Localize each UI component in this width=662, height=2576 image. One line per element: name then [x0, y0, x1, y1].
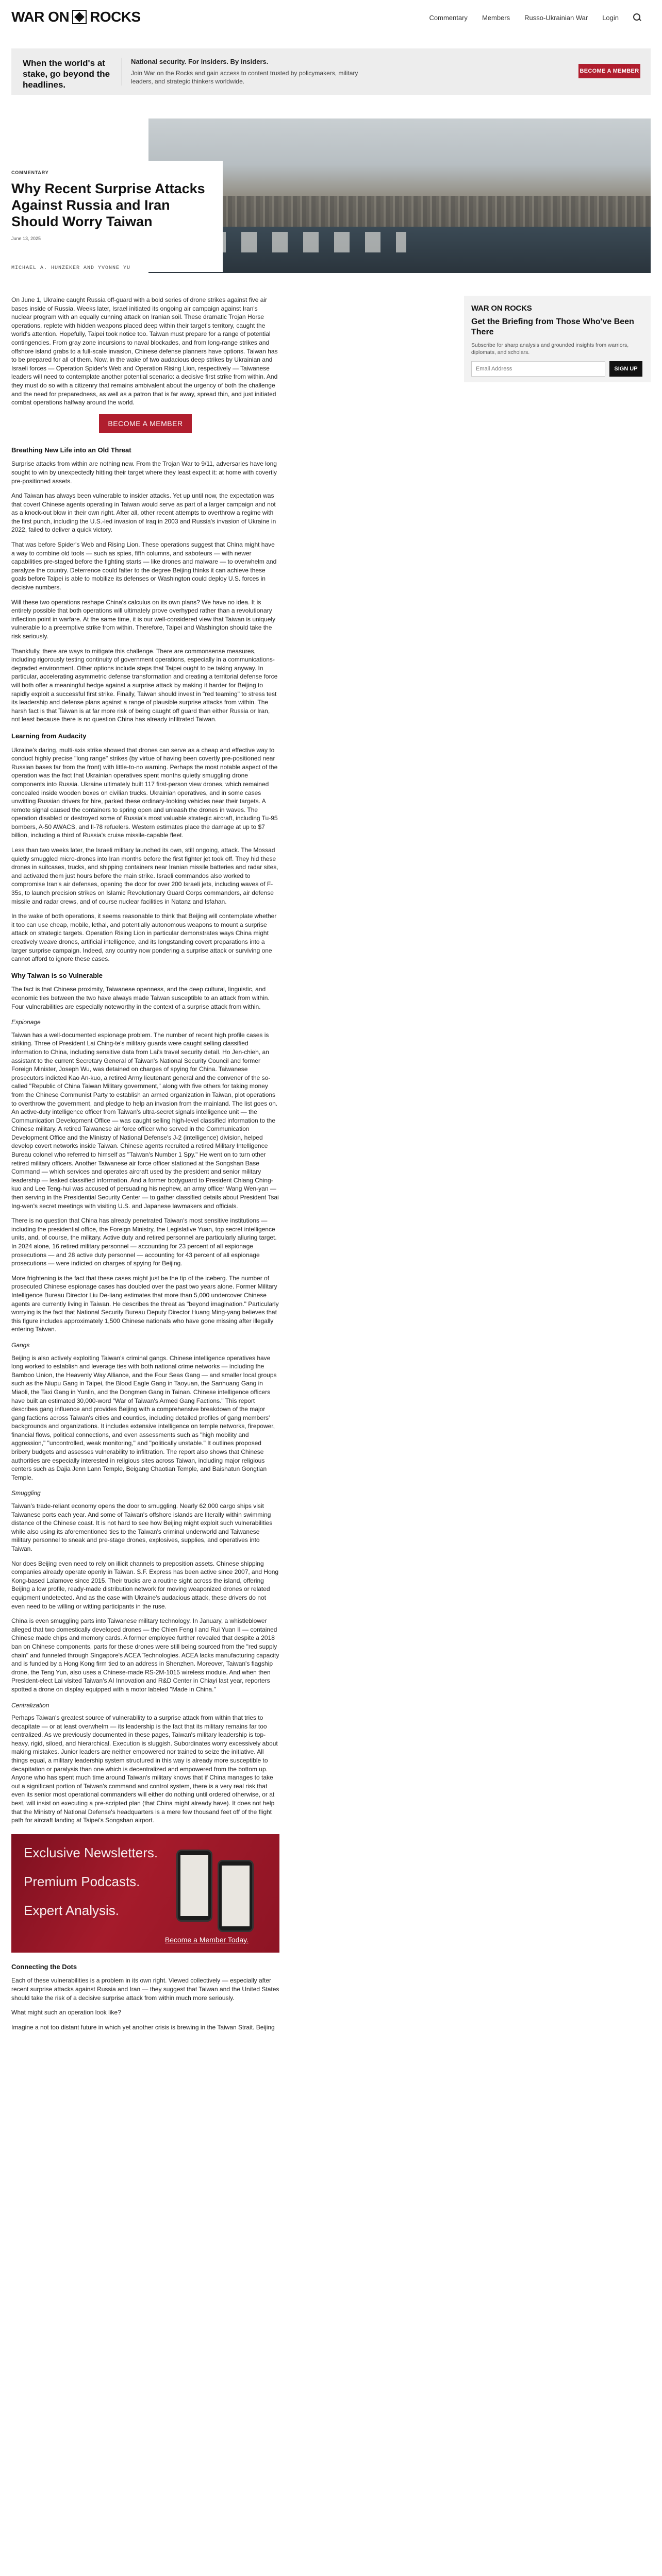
paragraph: In the wake of both operations, it seems reasonable to think that Beijing will contemplate whether it too can use cheap, mobile, lethal, and potentially autonomous weapons to mount a surprise attack on strategic targets. Operation Rising Lion in particular demonstrates ways China might creatively weave drones, artificial intelligence, and its longstanding covert preparations into a larger surprise campaign. Indeed, any country now pondering a surprise attack or surviving one cannot afford to ignore these cases. [11, 912, 277, 963]
phone-mockup-icon [176, 1850, 212, 1922]
section-heading: Learning from Audacity [11, 732, 87, 740]
ad-line-newsletters: Exclusive Newsletters. [24, 1844, 158, 1860]
member-cta [11, 414, 279, 433]
newsletter-text: Subscribe for sharp analysis and grounded insights from warriors, diplomats, and scholars. [471, 342, 629, 355]
paragraph: Taiwan's trade-reliant economy opens the door to smuggling. Nearly 62,000 cargo ships visit Taiwanese ports each year. And some of Taiwan's offshore islands are literally within swimming distance of the Chinese coast. It is not hard to see how Beijing might exploit such vulnerabilities while also using its aforementioned ties to the Taiwan's criminal underworld and Taiwanese military personnel to sneak and pre-stage drones, explosives, supplies, and operatives into Taiwan. [11, 1502, 273, 1552]
newsletter-email-input[interactable] [471, 361, 605, 377]
paragraph: Taiwan has a well-documented espionage problem. The number of recent high profile cases is striking. Three of President Lai Ching-te's military guards were caught selling classified information to China, including sensitive data from Lai's travel security detail. Ho Jen-chieh, an assistant to the current Secretary General of Taiwan's National Security Council and former Foreign Minister, Joseph Wu, was detained on charges of spying for China. Taiwanese prosecutors indicted Kao An-kuo, a retired Army lieutenant general and the convener of the so-called "Republic of China Taiwan Military government," along with five others for taking money from the Chinese Communist Party to establish an armed organization in Taiwan, plot operations to overthrow the government, and pledge to help an invasion from the mainland. The list goes on. An active-duty intelligence officer from Taiwan's ultra-secret signals intelligence unit — the Communication Development Office — was caught selling high-level classified information to the Chinese military. A retired Taiwanese air force officer who served in the Communication Development Office and the Ministry of National Defense's J-2 (intelligence) division, helped develop covert networks inside Taiwan. Chinese agents recruited a retired Military Intelligence Bureau colonel who referred to himself as "Taiwan's Number 1 Spy." He went on to turn other retired military officers. Another Taiwanese air force officer stationed at the Songshan Base Command — which services and operates aircraft used by the president and senior military leadership — leaked classified information. And a former bodyguard to President Chiang Ching-kuo and Lee Teng-hui was accused of persuading his nephew, an army officer Wang Wen-yan — then serving in the Presidential Security Center — to gather classified details about President Tsai Ing-wen's secret meetings with visiting U.S. and Japanese lawmakers and officials. [11, 1031, 279, 1210]
paragraph: Will these two operations reshape China's calculus on its own plans? We have no idea. It is entirely possible that both operations will ultimately prove overhyped rather than a revolutionary inflection point in warfare. At the same time, it is our well-considered view that Taiwan is uniquely vulnerable to a preemptive strike from within. Therefore, Taipei and Washington should take the risk seriously. [11, 598, 276, 640]
paragraph: And Taiwan has always been vulnerable to insider attacks. Yet up until now, the expectation was that covert Chinese agents operating in Taiwan would serve as part of a larger campaign and not as a knock-out blow in their own right. After all, other recent attempts to overthrow a regime with the first punch, including the U.S.-led invasion of Iraq in 2003 and Russia's invasion of Ukraine in 2022, failed to deliver a quick victory. [11, 492, 276, 534]
article-date: June 13, 2025 [11, 236, 41, 241]
subsection-heading: Smuggling [11, 1489, 41, 1497]
hero-image-cityscape [148, 196, 651, 227]
subsection-heading: Centralization [11, 1701, 49, 1709]
hero-card [11, 161, 223, 272]
paragraph: Thankfully, there are ways to mitigate this challenge. There are commonsense measures, including rigorously testing continuity of government operations, especially in a communications-degraded environment. Other options include steps that Taipei ought to be taking anyway. In particular, accelerating asymmetric defense transformation and creating a territorial defense force will both offer a meaningful hedge against a surprise attack by making it harder for Beijing to rapidly exploit a successful first strike. Finally, Taiwan should invest in "red teaming" to stress test its leadership and defense plans against a range of plausible surprise attacks from within. The harsh fact is that Taiwan is at far more risk of being caught off guard than either Russia or Iran, not least because there is no question China has already infiltrated Taiwan. [11, 647, 278, 723]
paragraph: What might such an operation look like? [11, 2009, 121, 2016]
paragraph: Ukraine's daring, multi-axis strike showed that drones can serve as a cheap and effective way to conduct highly precise "long range" strikes (by virtue of having been covertly pre-positioned near Russian bases far from the front) with little-to-no warning. Perhaps the most notable aspect of the operation was the fact that Ukrainian operatives spent months quietly smuggling drone components into Russia. Ukraine ultimately built 117 first-person view drones, which remained concealed inside wooden boxes on civilian trucks. Ukrainian operatives, and in some cases unwitting Russian drivers for hire, parked these ordinary-looking vehicles near their targets. A remote signal caused the containers to spring open and unleash the drones in waves. The operation disabled or destroyed some of Russia's most valuable strategic aircraft, including Tu-95 bombers, A-50 AWACS, and Il-78 refuelers. Western estimates place the damage at up to $7 billion, including a third of Russia's cruise missile-capable fleet. [11, 746, 278, 839]
nav-members[interactable]: Members [482, 13, 510, 22]
site-header [0, 0, 662, 32]
hero-image [148, 118, 651, 273]
phone-mockup-icon [218, 1860, 254, 1932]
paragraph: Surprise attacks from within are nothing new. From the Trojan War to 9/11, adversaries have long sought to win by unexpectedly hitting their target where they least expect it: at home with covertly pre-positioned assets. [11, 460, 277, 485]
nav-russo-ukrainian-war[interactable]: Russo-Ukrainian War [524, 13, 588, 22]
promo-title: National security. For insiders. By insiders. [131, 58, 269, 65]
logo-text-left: WAR ON [11, 9, 70, 25]
section-heading: Why Taiwan is so Vulnerable [11, 971, 103, 979]
promo-text: Join War on the Rocks and gain access to content trusted by policymakers, military leaders, and strategic thinkers worldwide. [131, 70, 358, 85]
search-icon[interactable] [633, 13, 641, 22]
paragraph: There is no question that China has already penetrated Taiwan's most sensitive institutions — including the presidential office, the Foreign Ministry, the Legislative Yuan, top secret intelligence units, and, of course, the military. Active duty and retired personnel are particularly alluring target. In 2024 alone, 16 retired military personnel — accounting for 23 percent of all espionage prosecutions — and 28 active duty personnel — accounting for 43 percent of all espionage prosecutions — were indicted on charges of spying for Beijing. [11, 1217, 277, 1267]
paragraph: China is even smuggling parts into Taiwanese military technology. In January, a whistleblower alleged that two domestically developed drones — the Chien Feng I and Rui Yuan II — contained Chinese made chips and memory cards. A former employee further revealed that despite a 2018 ban on Chinese components, parts for these drones were still being sourced from the "red supply chain" and funneled through Singapore's ACEA Technologies. ACEA lacks manufacturing capacity and is funded by a Hong Kong firm tied to an address in Shenzhen. Moreover, Taiwan's flagship drone, the Teng Yun, also uses a Chinese-made RS-2M-1015 wireless module. And when then President-elect Lai visited Taiwan's AI Innovation and R&D Center in Chiayi last year, reporters spotted a drone on display equipped with a motor labeled "Made in China." [11, 1617, 279, 1693]
paragraph: Perhaps Taiwan's greatest source of vulnerability to a surprise attack from within that tries to decapitate — or at least overwhelm — its leadership is the fact that its military remains far too centralized. As we previously documented in these pages, Taiwan's military leadership is top-heavy, rigid, siloed, and hierarchical. Execution is sluggish. Subordinates worry excessively about making mistakes. Junior leaders are neither empowered nor trained to seize the initiative. All things equal, a military leadership system structured in this way is already more susceptible to decapitation or paralysis than one which is decentralized and empowered from the bottom up. Anyone who has spent much time around Taiwan's military knows that if China manages to take out a significant portion of Taiwan's command and control system, there is a very real risk that even its senior most operational commanders will either do nothing until ordered otherwise, or at best, will insist on executing a pre-scripted plan (that China might already have). It does not help that the Ministry of National Defense's headquarters is a mere few thousand feet off of the flight path for aircraft landing at Taipei's Songshan airport. [11, 1714, 278, 1824]
membership-ad[interactable] [11, 1834, 279, 1953]
logo-text-right: ROCKS [90, 9, 141, 25]
paragraph: That was before Spider's Web and Rising Lion. These operations suggest that China might have a way to combine old tools — such as spies, fifth columns, and saboteurs — with newer capabilities pre-staged before the fighting starts — like drones and malware — to overwhelm and paralyze the country. Deterrence could falter to the degree Beijing thinks it can achieve these goals before Taipei is able to mobilize its defenses or Washington could deploy U.S. forces in decisive numbers. [11, 541, 277, 591]
article-title: Why Recent Surprise Attacks Against Russia and Iran Should Worry Taiwan [11, 181, 205, 229]
article-body [11, 296, 279, 2038]
paragraph: Beijing is also actively exploiting Taiwan's criminal gangs. Chinese intelligence operatives have long worked to establish and leverage ties with both national crime networks — including the Bamboo Union, the Heavenly Way Alliance, and the Four Seas Gang — and smaller local groups such as the Niupu Gang in Taipei, the Blood Eagle Gang in Taoyuan, the Sanhuang Gang in Miaoli, the Taxi Gang in Yunlin, and the Dongmen Gang in Tainan. Chinese intelligence officers have built an estimated 30,000-word "War of Taiwan's Armed Gang Factions." This report describes gang influence and provides Beijing with a comprehensive breakdown of the major gang factions across Taiwan's cities and counties, including detailed profiles of gang members' backgrounds and organizations. It includes extensive intelligence on temple networks, firepower, financial flows, political connections, and even assessments such as "high mobility and aggression," "uncontrolled, weak monitoring," and "politically unstable." It outlines proposed bribery budgets and assesses vulnerability to infiltration. The report also shows that Chinese authorities are especially interested in religious sites across Taiwan, including major religious centers such as Dajia Jenn Lann Temple, Beigang Chaotian Temple, and Baishatun Gongtian Temple. [11, 1354, 277, 1481]
ad-line-analysis: Expert Analysis. [24, 1902, 119, 1918]
membership-promo-banner [11, 48, 651, 95]
paragraph: The fact is that Chinese proximity, Taiwanese openness, and the deep cultural, linguistic, and economic ties between the two have always made Taiwan susceptible to an attack from within. Four vulnerabilities are especially noteworthy in the context of a surprise attack from within. [11, 986, 270, 1010]
newsletter-title: Get the Briefing from Those Who've Been There [471, 317, 634, 336]
paragraph: More frightening is the fact that these cases might just be the tip of the iceberg. The number of prosecuted Chinese espionage cases has doubled over the past two years alone. Former Military Intelligence Bureau Director Liu De-liang estimates that more than 5,000 undercover Chinese agents are currently living in Taiwan. He describes the threat as "beyond imagination." Particularly worrying is the fact that National Security Bureau Deputy Director Huang Ming-yang believes that this figure includes approximately 1,500 Chinese nationals who have gone missing after illegally entering Taiwan. [11, 1274, 279, 1333]
hero-image-ships [210, 232, 406, 252]
subsection-heading: Gangs [11, 1341, 30, 1349]
site-logo[interactable] [11, 9, 141, 25]
paragraph: Less than two weeks later, the Israeli military launched its own, still ongoing, attack. The Mossad quietly smuggled micro-drones into Iran months before the first fighter jet took off. They hid these drones in suitcases, trucks, and shipping containers near Iranian missile batteries and radar sites, and activated them just hours before the main strike. Israeli commandos also worked to compromise Iran's air defenses, opening the door for over 200 Israeli jets, including waves of F-35s, to launch precision strikes on Islamic Revolutionary Guard Corps commanders, air defense missile and radar crews, and of course nuclear facilities in Natanz and Isfahan. [11, 846, 278, 905]
newsletter-logo: WAR ON ROCKS [471, 304, 532, 313]
subsection-heading: Espionage [11, 1019, 41, 1026]
promo-lead: When the world's at stake, go beyond the headlines. [23, 58, 110, 90]
article-intro: On June 1, Ukraine caught Russia off-guard with a bold series of drone strikes against five air bases inside of Russia. Weeks later, Israel initiated its ongoing air campaign against Iran's nuclear program with an equally cunning attack on Iranian soil. These dramatic Trojan Horse operations, replete with hidden weapons placed deep within their target's territory, caught the world's attention. Hopefully, Taipei took notice too. Taiwan must prepare for a range of potential contingencies. From gray zone incursions to naval blockades, and from long-range strikes and offshore island grabs to a full-scale invasion, Chinese defense planners have options. Taiwan has to be prepared for all of them. Now, in the wake of two audacious deep strikes by Ukrainian and Israeli forces — Operation Spider's Web and Operation Rising Lion, respectively — Taiwanese leaders will need to contemplate another potential scenario: a decisive first strike from within. And they must do so with a citizenry that remains ambivalent about the urgency of both the challenge and the need for preparedness, as well as a patron that is far away, spread thin, and just initiated combat operations halfway around the world. [11, 296, 278, 406]
paragraph: Nor does Beijing even need to rely on illicit channels to preposition assets. Chinese shipping companies already operate openly in Taiwan. S.F. Express has been active since 2007, and Hong Kong-based Lalamove since 2015. Their trucks are a routine sight across the island, offering Beijing a low profile, ready-made distribution network for moving weaponized drones or related equipment undetected. And as the case with Ukraine's audacious attack, these drivers do not even need to be willing or witting participants in the ruse. [11, 1560, 279, 1610]
main-nav [429, 13, 641, 22]
newsletter-form [471, 361, 643, 377]
newsletter-signup-button[interactable]: SIGN UP [609, 361, 642, 377]
become-member-button[interactable]: BECOME A MEMBER [99, 414, 192, 433]
ad-become-member-link[interactable]: Become a Member Today. [164, 1936, 249, 1944]
section-heading: Breathing New Life into an Old Threat [11, 446, 131, 454]
newsletter-signup-box [464, 296, 651, 382]
nav-login[interactable]: Login [602, 13, 619, 22]
paragraph: Imagine a not too distant future in which yet another crisis is brewing in the Taiwan Strait. Beijing [11, 2023, 275, 2031]
nav-commentary[interactable]: Commentary [429, 13, 468, 22]
logo-emblem-icon [72, 10, 87, 24]
article-category[interactable]: COMMENTARY [11, 170, 49, 175]
paragraph: Each of these vulnerabilities is a problem in its own right. Viewed collectively — especially after recent surprise attacks against Russia and Iran — they suggest that Taiwan and the United States should take the risk of a decisive surprise attack from within much more seriously. [11, 1977, 279, 2002]
ad-line-podcasts: Premium Podcasts. [24, 1873, 140, 1889]
article-authors[interactable]: MICHAEL A. HUNZEKER AND YVONNE YU [11, 265, 131, 271]
section-heading: Connecting the Dots [11, 1962, 77, 1971]
promo-become-member-button[interactable]: BECOME A MEMBER [578, 64, 640, 78]
